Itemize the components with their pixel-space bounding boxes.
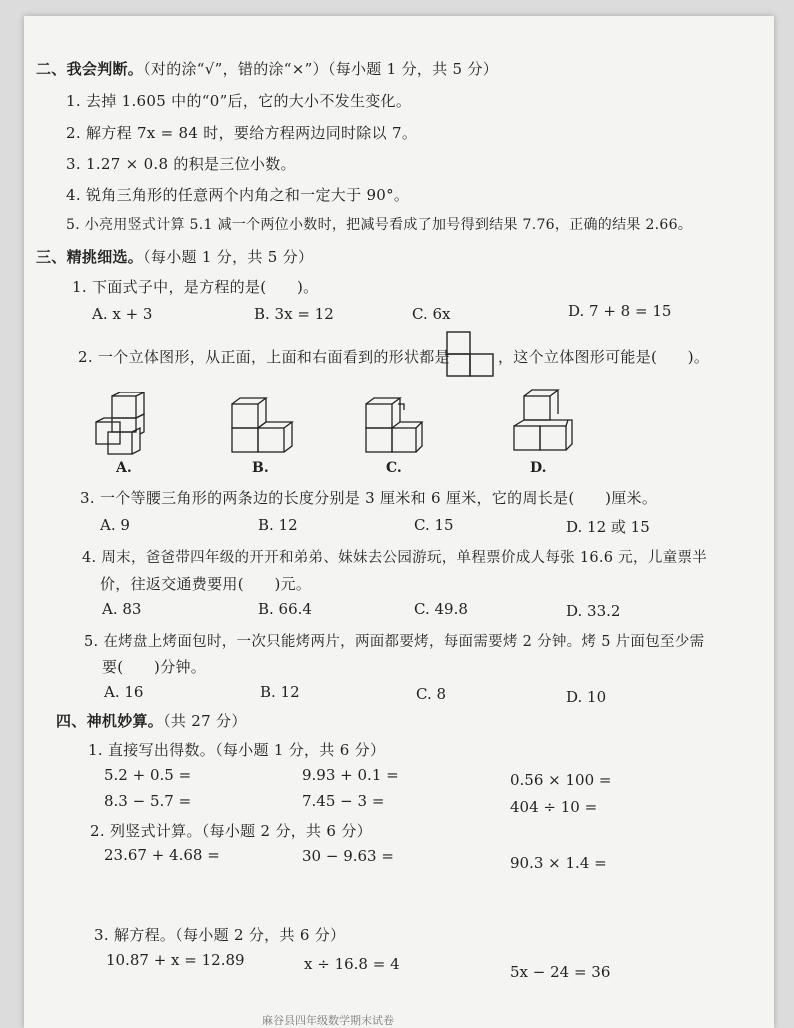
section4-heading	[56, 710, 247, 731]
q1-option-d: D. 7 + 8 = 15	[568, 302, 672, 320]
q3-stem: 3. 一个等腰三角形的两条边的长度分别是 3 厘米和 6 厘米，它的周长是( )厘米。	[80, 489, 658, 507]
q4-stem-line2: 价，往返交通费要用( )元。	[100, 575, 312, 593]
p2-item3: 90.3 × 1.4 =	[510, 854, 607, 872]
p1-row2-item2: 7.45 − 3 =	[302, 792, 385, 810]
cube-figure-c	[362, 396, 426, 456]
section2-item-2: 2. 解方程 7x = 84 时，要给方程两边同时除以 7。	[66, 124, 418, 142]
q4-option-d: D. 33.2	[566, 602, 621, 620]
q3-option-a: A. 9	[100, 516, 130, 534]
figure-label-c: C.	[386, 460, 402, 476]
q5-stem-line1: 5. 在烤盘上烤面包时，一次只能烤两片，两面都要烤，每面需要烤 2 分钟。烤 5 片面包至少需	[84, 634, 705, 650]
p1-row2-item1: 8.3 − 5.7 =	[104, 792, 192, 810]
p1-row1-item1: 5.2 + 0.5 =	[104, 766, 192, 784]
p1-title: 1. 直接写出得数。（每小题 1 分，共 6 分）	[88, 741, 386, 759]
p3-item3: 5x − 24 = 36	[510, 963, 611, 981]
q5-option-c: C. 8	[416, 685, 447, 703]
p2-title: 2. 列竖式计算。（每小题 2 分，共 6 分）	[90, 822, 372, 840]
section2-item-4: 4. 锐角三角形的任意两个内角之和一定大于 90°。	[66, 186, 410, 204]
p1-row2-item3: 404 ÷ 10 =	[510, 798, 598, 816]
p3-item2: x ÷ 16.8 = 4	[304, 955, 400, 973]
q5-option-d: D. 10	[566, 688, 607, 706]
q1-option-b: B. 3x = 12	[254, 305, 334, 323]
figure-label-a: A.	[116, 460, 132, 476]
cube-figure-b	[228, 396, 298, 456]
q5-option-b: B. 12	[260, 683, 300, 701]
p1-row1-item2: 9.93 + 0.1 =	[302, 766, 399, 784]
p2-item2: 30 − 9.63 =	[302, 847, 394, 865]
section3-title: 三、精挑细选。	[36, 248, 144, 266]
cube-figure-d	[510, 388, 576, 456]
section4-instruction: （共 27 分）	[163, 712, 247, 730]
cube-figure-a	[92, 392, 152, 458]
p3-title: 3. 解方程。（每小题 2 分，共 6 分）	[94, 926, 346, 944]
section2-title: 二、我会判断。	[36, 60, 144, 78]
section2-instruction: （对的涂“√”，错的涂“×”）（每小题 1 分，共 5 分）	[143, 60, 499, 78]
section2-item-3: 3. 1.27 × 0.8 的积是三位小数。	[66, 155, 296, 173]
p3-item1: 10.87 + x = 12.89	[106, 951, 245, 969]
q3-option-b: B. 12	[258, 516, 298, 534]
q4-option-a: A. 83	[102, 600, 142, 618]
section4-title: 四、神机妙算。	[56, 712, 164, 730]
q2-stem-b: ，这个立体图形可能是( )。	[498, 348, 710, 366]
page-footer: 麻谷县四年级数学期末试卷	[262, 1014, 394, 1027]
figure-label-b: B.	[252, 460, 269, 476]
q4-option-b: B. 66.4	[258, 600, 312, 618]
section2-item-5: 5. 小亮用竖式计算 5.1 减一个两位小数时，把减号看成了加号得到结果 7.76，正确的结果 2.66。	[66, 217, 693, 233]
section2-heading	[36, 58, 498, 79]
p2-item1: 23.67 + 4.68 =	[104, 846, 220, 864]
q1-option-a: A. x + 3	[92, 305, 153, 323]
q3-option-c: C. 15	[414, 516, 454, 534]
q5-option-a: A. 16	[104, 683, 144, 701]
section2-item-1: 1. 去掉 1.605 中的“0”后，它的大小不发生变化。	[66, 92, 412, 110]
q4-stem-line1: 4. 周末，爸爸带四年级的开开和弟弟、妹妹去公园游玩，单程票价成人每张 16.6 元，儿童票半	[82, 550, 708, 566]
q5-stem-line2: 要( )分钟。	[102, 658, 207, 676]
section3-heading	[36, 246, 313, 267]
p1-row1-item3: 0.56 × 100 =	[510, 771, 612, 789]
figure-label-d: D.	[530, 460, 547, 476]
section3-instruction: （每小题 1 分，共 5 分）	[143, 248, 314, 266]
q4-option-c: C. 49.8	[414, 600, 468, 618]
q1-stem: 1. 下面式子中，是方程的是( )。	[72, 278, 319, 296]
three-view-icon	[446, 331, 494, 377]
q1-option-c: C. 6x	[412, 305, 451, 323]
q3-option-d: D. 12 或 15	[566, 518, 650, 536]
q2-stem-a: 2. 一个立体图形，从正面，上面和右面看到的形状都是	[78, 348, 450, 366]
